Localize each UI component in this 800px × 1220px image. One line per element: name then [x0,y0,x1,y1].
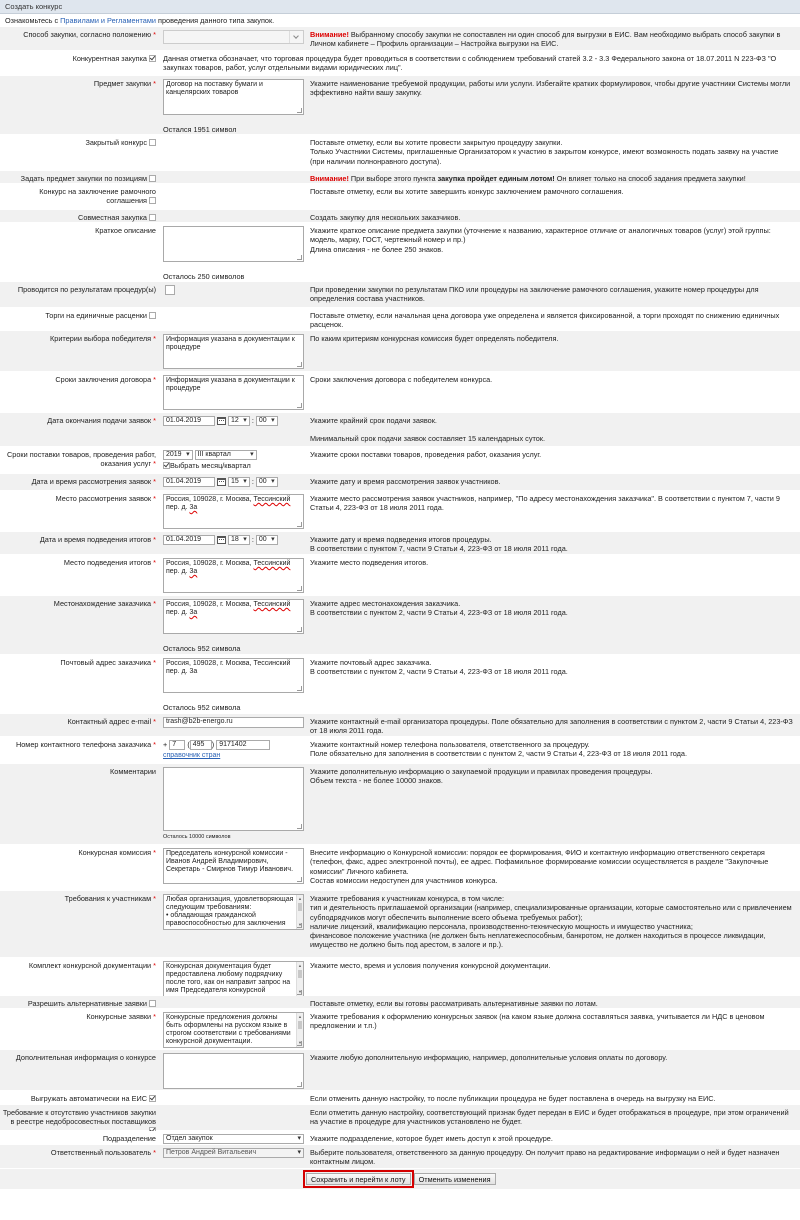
row-results: Дата и время подведения итогов * 01.04.2019 18 ▾ : 00 ▾ Укажите дату и время подведения итогов процедуры. В соответствии с пунктом 7, части 9 Статьи 4, 223-ФЗ от 18 июля 2011 года. [0,532,800,555]
rules-notice: Ознакомьтесь с Правилами и Регламентами проведения данного типа закупок. [5,16,275,25]
save-and-go-to-lot-button[interactable]: Сохранить и перейти к лоту [306,1173,411,1185]
form-actions [0,1169,800,1189]
phone-country-input[interactable]: 7 [169,740,185,750]
review-minute-select[interactable]: 00 ▾ [256,477,278,487]
chevron-down-icon [289,31,303,43]
row-bypos: Задать предмет закупки по позициям Внимание! При выборе этого пункта закупка пройдет единым лотом! Он влияет только на способ задания предмета закупки! [0,171,800,184]
row-comments: Комментарии Осталось 10000 символов Укажите дополнительную информацию о закупаемой продукции и правилах проведения процедуры. Объем текста - не более 10000 знаков. [0,764,800,845]
terms-textarea[interactable]: Информация указана в документации к процедуре [163,375,304,410]
results-minute-select[interactable]: 00 ▾ [256,535,278,545]
alternative-checkbox[interactable] [149,1000,156,1007]
page-title: Создать конкурс [5,2,63,11]
row-joint: Совместная закупка Создать закупку для нескольких заказчиков. [0,210,800,223]
row-subject: Предмет закупки * Договор на поставку бумаги и канцелярских товаров Остался 1951 символ Укажите наименование требуемой продукции, работы или услуги. Избегайте кратких формулировок, чтобы другие участники Системы могли эффективно найти вашу закупку. [0,76,800,135]
row-location: Местонахождение заказчика * Россия, 109028, г. Москва, Тессинский пер. д. 3а Осталось 952 символа Укажите адрес местонахождения заказчика. В соответствии с пунктом 2, части 9 Статьи 4, 223-ФЗ от 18 июля 2011 года. [0,596,800,655]
byresults-checkbox[interactable] [165,285,175,295]
postal-textarea[interactable]: Россия, 109028, г. Москва, Тессинский пер. д. 3а [163,658,304,693]
scrollbar[interactable] [296,895,303,929]
deadline-date-input[interactable]: 01.04.2019 [163,416,215,426]
row-closed: Закрытый конкурс Поставьте отметку, если вы хотите провести закрытую процедуру закупки. Только Участники Системы, приглашенные Организатором к участию в закрытом конкурсе, имеют возможность подать заявку на участие (при наличии полнонравного доступа). [0,135,800,171]
bypos-checkbox[interactable] [149,175,156,182]
subject-textarea[interactable]: Договор на поставку бумаги и канцелярских товаров [163,79,304,115]
row-docs: Комплект конкурсной документации * Конкурсная документация будет предоставлена любому подрядчику после того, как он направит запрос на имя Председателя конкурсной ▲ ▼ Укажите место, время и условия получения конкурсной документации. [0,958,800,996]
scrollbar[interactable] [296,1013,303,1047]
location-textarea[interactable]: Россия, 109028, г. Москва, Тессинский пер. д. 3а [163,599,304,634]
row-responsible: Ответственный пользователь * Петров Андрей Витальевич ▾ Выберите пользователя, ответственного за данную процедуру. Он получит право на редактирование информации о ней и будет назначен контактным лицом. [0,1145,800,1169]
bids-textarea[interactable]: Конкурсные предложения должны быть оформлены на русском языке в строгом соответствии с требованиями конкурсной документации. ▲ ▼ [163,1012,304,1048]
phone-code-input[interactable]: 495 [190,740,212,750]
unitprice-checkbox[interactable] [149,312,156,319]
competitive-checkbox[interactable] [149,55,156,62]
delivery-month-checkbox[interactable] [163,462,170,469]
row-terms: Сроки заключения договора * Информация указана в документации к процедуре Сроки заключения договора с победителем конкурса. [0,372,800,413]
row-requirements: Требования к участникам * Любая организация, удовлетворяющая следующим требованиям: • обладающая гражданской правоспособностью для заключения ▲ ▼ Укажите требования к участникам конкурса, в том числе: тип и деятельность приглашаемой организации (например, специализированные организации, которые самостоятельно или с привлечением субподрядчиков могут обеспечить выполнение всего объема требуемых работ); наличие лицензий, квалификацию персонала, производственно-техническую мощность и имущество участника; финансовое положение участника (не должен быть неплатежеспособным, банкротом, не должен находиться в процессе ликвидации, имущество не должно быть под арестом, в залоге и пр.). [0,891,800,958]
calendar-icon[interactable] [217,417,226,425]
subject-counter: Остался 1951 символ [163,125,237,134]
review-place-textarea[interactable]: Россия, 109028, г. Москва, Тессинский пер. д. 3а [163,494,304,529]
row-method: Способ закупки, согласно положению * Внимание! Выбранному способу закупки не сопоставлен ни один способ для выгрузки в ЕИС. Вам необходимо выбрать способ закупки в Личном кабинете – Профиль организации – Настройка выгрузки на ЕИС. [0,27,800,51]
row-commission: Конкурсная комиссия * Председатель конкурсной комиссии - Иванов Андрей Владимирович, Секретарь - Смирнов Тимур Иванович. Внесите информацию о Конкурсной комиссии: порядок ее формирования, ФИО и контактную информацию ответственного секретаря (телефон, факс, адрес электронной почты), ее адрес. Пофамильное формирование комиссии осуществляется в разделе "Закупочные комиссии" Личного кабинета. Состав комиссии недоступен для участников конкурса. [0,845,800,891]
short-counter: Осталось 250 символов [163,272,245,281]
row-unitprice: Торги на единичные расценки Поставьте отметку, если начальная цена договора уже определена и является фиксированной, а торги проходят по снижению единичных расценок. [0,308,800,331]
review-hour-select[interactable]: 15 ▾ [228,477,250,487]
row-extra: Дополнительная информация о конкурсе Укажите любую дополнительную информацию, например, дополнительные условия оплаты по договору. [0,1050,800,1091]
postal-counter: Осталось 952 символа [163,703,241,712]
row-email: Контактный адрес e-mail * trash@b2b-energo.ru Укажите контактный e-mail организатора процедуры. Поле обязательно для заполнения в соответствии с пунктом 2, части 9 Статьи 4, 223-ФЗ от 18 июля 2011 года. [0,714,800,737]
method-select[interactable] [163,30,304,44]
joint-checkbox[interactable] [149,214,156,221]
rules-link[interactable]: Правилами и Регламентами [60,16,156,25]
row-alternative: Разрешить альтернативные заявки Поставьте отметку, если вы готовы рассматривать альтернативные заявки по лотам. [0,996,800,1009]
deadline-hour-select[interactable]: 12 ▾ [228,416,250,426]
results-place-textarea[interactable]: Россия, 109028, г. Москва, Тессинский пер. д. 3а [163,558,304,593]
row-bids: Конкурсные заявки * Конкурсные предложения должны быть оформлены на русском языке в строгом соответствии с требованиями конкурсной документации. ▲ ▼ Укажите требования к оформлению конкурсных заявок (на каком языке должна составляться заявка, учитывается ли НДС в ценовом предложении и т.п.) [0,1009,800,1050]
extra-textarea[interactable] [163,1053,304,1089]
country-directory-link[interactable]: справочник стран [163,752,221,760]
commission-textarea[interactable]: Председатель конкурсной комиссии - Иванов Андрей Владимирович, Секретарь - Смирнов Тимур Иванович. [163,848,304,884]
division-select[interactable]: Отдел закупок ▾ [163,1134,304,1144]
short-textarea[interactable] [163,226,304,262]
row-division: Подразделение Отдел закупок ▾ Укажите подразделение, которое будет иметь доступ к этой процедуре. [0,1131,800,1145]
calendar-icon[interactable] [217,478,226,486]
delivery-quarter-select[interactable]: III квартал ▾ [195,450,257,460]
criteria-textarea[interactable]: Информация указана в документации к процедуре [163,334,304,369]
row-review-place: Место рассмотрения заявок * Россия, 109028, г. Москва, Тессинский пер. д. 3а Укажите место рассмотрения заявок участников, например, "По адресу местонахождения заказчика". В соответствии с пунктом 7, части 9 Статьи 4, 223-ФЗ от 18 июля 2011 года. [0,491,800,532]
row-byresults: Проводится по результатам процедур(ы) При проведении закупки по результатам ПКО или процедуры на заключение рамочного соглашения, укажите номер процедуры для определения состава участников. [0,282,800,308]
docs-textarea[interactable]: Конкурсная документация будет предоставлена любому подрядчику после того, как он направит запрос на имя Председателя конкурсной ▲ ▼ [163,961,304,997]
cancel-changes-button[interactable]: Отменить изменения [414,1173,496,1185]
deadline-minute-select[interactable]: 00 ▾ [256,416,278,426]
scrollbar[interactable] [296,962,303,996]
row-results-place: Место подведения итогов * Россия, 109028, г. Москва, Тессинский пер. д. 3а Укажите место подведения итогов. [0,555,800,596]
row-short: Краткое описание Осталось 250 символов Укажите краткое описание предмета закупки (уточнение к названию, характерное отличие от аналогичных товаров (услуг) этой группы: модель, марку, ГОСТ, чертежный номер и пр.) Длина описания - не более 250 знаков. [0,223,800,282]
framework-checkbox[interactable] [149,197,156,204]
results-date-input[interactable]: 01.04.2019 [163,535,215,545]
row-phone: Номер контактного телефона заказчика * + 7 ( 495 ) 9171402 справочник стран Укажите контактный номер телефона пользователя, ответственного за процедуру. Поле обязательно для заполнения в соответствии с пунктом 2, части 9 Статьи 4, 223-ФЗ от 18 июля 2011 года. [0,737,800,764]
row-delivery: Сроки поставки товаров, проведения работ, оказания услуг * 2019 ▾ III квартал ▾ Выбрать месяц/квартал Укажите сроки поставки товаров, проведения работ, оказания услуг. [0,447,800,474]
row-criteria: Критерии выбора победителя * Информация указана в документации к процедуре По каким критериям конкурсная комиссия будет определять победителя. [0,331,800,372]
page-header [0,0,800,14]
row-unfair: Требование к отсутствию участников закупки в реестре недобросовестных поставщиков Если отметить данную настройку, соответствующий признак будет передан в ЕИС и будет отображаться в процедуре, при этом ограничений на участие в процедуре для участников установлено не будет. [0,1105,800,1131]
row-autoeis: Выгружать автоматически на ЕИС Если отменить данную настройку, то после публикации процедура не будет поставлена в очередь на выгрузку на ЕИС. [0,1091,800,1105]
location-counter: Осталось 952 символа [163,644,241,653]
comments-textarea[interactable] [163,767,304,831]
comments-counter: Осталось 10000 символов [163,834,231,840]
review-date-input[interactable]: 01.04.2019 [163,477,215,487]
row-deadline: Дата окончания подачи заявок * 01.04.2019 12 ▾ : 00 ▾ Укажите крайний срок подачи заявок. Минимальный срок подачи заявок составляет 15 календарных суток. [0,413,800,447]
autoeis-checkbox[interactable] [149,1095,156,1102]
row-framework: Конкурс на заключение рамочного соглашения Поставьте отметку, если вы хотите завершить конкурс заключением рамочного соглашения. [0,184,800,210]
requirements-textarea[interactable]: Любая организация, удовлетворяющая следующим требованиям: • обладающая гражданской правоспособностью для заключения ▲ ▼ [163,894,304,930]
calendar-icon[interactable] [217,536,226,544]
row-postal: Почтовый адрес заказчика * Россия, 109028, г. Москва, Тессинский пер. д. 3а Осталось 952 символа Укажите почтовый адрес заказчика. В соответствии с пунктом 2, части 9 Статьи 4, 223-ФЗ от 18 июля 2011 года. [0,655,800,714]
email-input[interactable]: trash@b2b-energo.ru [163,717,304,728]
responsible-select[interactable]: Петров Андрей Витальевич ▾ [163,1148,304,1158]
phone-number-input[interactable]: 9171402 [216,740,270,750]
delivery-year-select[interactable]: 2019 ▾ [163,450,193,460]
row-competitive: Конкурентная закупка Данная отметка обозначает, что торговая процедура будет проводиться в соответствии с соблюдением требований статей 3.2 - 3.3 Федерального закона от 18.07.2011 N 223-ФЗ "О закупках товаров, работ, услуг отдельными видами юридических лиц". [0,51,800,76]
closed-checkbox[interactable] [149,139,156,146]
results-hour-select[interactable]: 18 ▾ [228,535,250,545]
row-review: Дата и время рассмотрения заявок * 01.04.2019 15 ▾ : 00 ▾ Укажите дату и время рассмотрения заявок участников. [0,474,800,491]
